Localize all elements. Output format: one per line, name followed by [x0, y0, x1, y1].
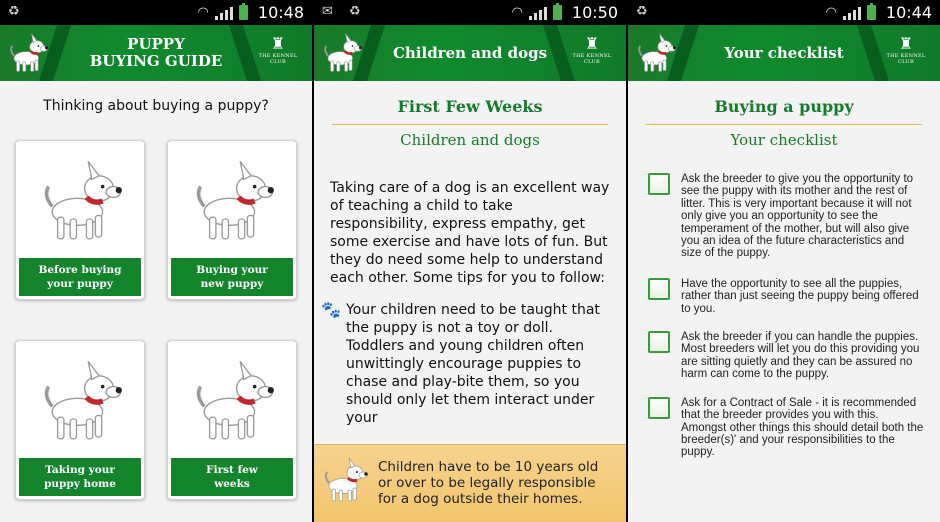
tile-buying-new-puppy[interactable] [167, 140, 297, 300]
kennel-club-text: THE KENNEL CLUB [886, 53, 926, 65]
app-title-line2: BUYING GUIDE [89, 52, 223, 70]
checklist-item [648, 278, 926, 315]
tile-label-line1: Taking your [45, 464, 115, 476]
status-time: 10:50 [571, 3, 618, 22]
tile-label-line1: First few [206, 464, 258, 476]
checklist-text: Have the opportunity to see all the puppies, rather than just seeing the puppy being offered to you. [681, 277, 919, 315]
kennel-club-logo [882, 35, 930, 71]
status-bar [628, 0, 940, 25]
age-notice-callout [314, 444, 626, 522]
battery-icon [553, 5, 562, 20]
app-header [628, 25, 940, 81]
wifi-icon: ◠ [825, 5, 837, 20]
tile-first-few-weeks[interactable] [167, 340, 297, 500]
callout-text: Children have to be 10 years old or over to be legally responsible for a dog outside their homes. [378, 459, 599, 507]
status-time: 10:48 [257, 3, 304, 22]
battery-icon [239, 5, 248, 20]
kennel-club-text: THE KENNEL CLUB [258, 53, 298, 65]
paw-icon: 🐾 [321, 300, 341, 319]
wifi-icon: ◠ [511, 5, 523, 20]
checklist-item [648, 397, 926, 459]
dog-running-icon [188, 156, 278, 246]
section-subheading: Children and dogs [332, 124, 608, 149]
tile-label-line2: new puppy [200, 278, 264, 290]
recycle-icon: ♻ [8, 4, 26, 19]
checklist-checkbox[interactable] [648, 397, 670, 419]
dog-logo-icon [634, 31, 678, 75]
screen-children-and-dogs [314, 0, 626, 522]
signal-icon [215, 6, 233, 20]
crest-icon: ♜ [584, 34, 600, 53]
section-heading: First Few Weeks [397, 97, 543, 116]
screen-puppy-buying-guide [0, 0, 312, 522]
tile-label-line2: puppy home [44, 478, 116, 490]
checklist-checkbox[interactable] [648, 331, 670, 353]
checklist-checkbox[interactable] [648, 278, 670, 300]
status-time: 10:44 [885, 3, 932, 22]
tip-text: Your children need to be taught that the puppy is not a toy or doll. Toddlers and young children often unwittingly encourage puppies to chase and play-bite them, so you should only let them interact under your [346, 302, 600, 426]
tile-label-line2: weeks [214, 478, 250, 490]
dog-standing-icon [36, 156, 126, 246]
checklist-text: Ask for a Contract of Sale - it is recommended that the breeder provides you with this. Amongst other things this should detail both the breeder(s)' and your responsibilities to the puppy. [681, 396, 924, 459]
app-header [0, 25, 312, 81]
recycle-icon: ♻ [636, 4, 654, 19]
tile-label-line2: your puppy [47, 278, 113, 290]
app-title [70, 25, 242, 81]
status-bar [0, 0, 312, 25]
checklist-text: Ask the breeder if you can handle the puppies. Most breeders will let you do this providing you are sitting quietly and they can be assured no harm can come to the puppy. [681, 331, 920, 381]
screen-your-checklist [628, 0, 940, 522]
notification-icons [8, 4, 26, 19]
tile-before-buying[interactable] [15, 140, 145, 300]
crest-icon: ♜ [270, 34, 286, 53]
tile-label-line1: Buying your [196, 264, 268, 276]
checklist-checkbox[interactable] [648, 173, 670, 195]
app-title: Your checklist [724, 43, 844, 62]
checklist-text: Ask the breeder to give you the opportunity to see the puppy with its mother and the rest of litter. This is very important because it will not only give you an opportunity to see the temperament of the mother, but will also give you an idea of the future characteristics and size of the puppy. [681, 173, 914, 260]
kennel-club-logo [568, 35, 616, 71]
section-subheading: Your checklist [646, 124, 922, 149]
kennel-club-logo [254, 35, 302, 71]
intro-question: Thinking about buying a puppy? [43, 98, 269, 114]
tile-label-line1: Before buying [38, 264, 122, 276]
dog-halo-icon [188, 356, 278, 446]
tile-taking-puppy-home[interactable] [15, 340, 145, 500]
dog-logo-icon [6, 31, 50, 75]
notification-icons [322, 4, 367, 19]
recycle-icon: ♻ [349, 4, 367, 19]
intro-paragraph: Taking care of a dog is an excellent way of teaching a child to take responsibility, express empathy, get some exercise and have lots of fun. But they do need some help to understand each other. Some tips for you to follow: [330, 180, 610, 286]
status-bar [314, 0, 626, 25]
battery-icon [867, 5, 876, 20]
wifi-icon: ◠ [197, 5, 209, 20]
dog-logo-icon [320, 31, 364, 75]
app-header [314, 25, 626, 81]
checklist-item [648, 173, 926, 260]
section-heading: Buying a puppy [714, 97, 854, 116]
crest-icon: ♜ [898, 34, 914, 53]
signal-icon [843, 6, 861, 20]
app-title: Children and dogs [392, 43, 548, 62]
app-title-line1: PUPPY [127, 35, 185, 53]
notification-icons [636, 4, 654, 19]
dog-on-leash-icon [36, 356, 126, 446]
mail-icon: ✉ [322, 4, 339, 19]
dog-running-icon [320, 455, 370, 505]
kennel-club-text: THE KENNEL CLUB [572, 53, 612, 65]
tip-list-item [321, 300, 614, 427]
signal-icon [529, 6, 547, 20]
checklist-item [648, 331, 926, 381]
